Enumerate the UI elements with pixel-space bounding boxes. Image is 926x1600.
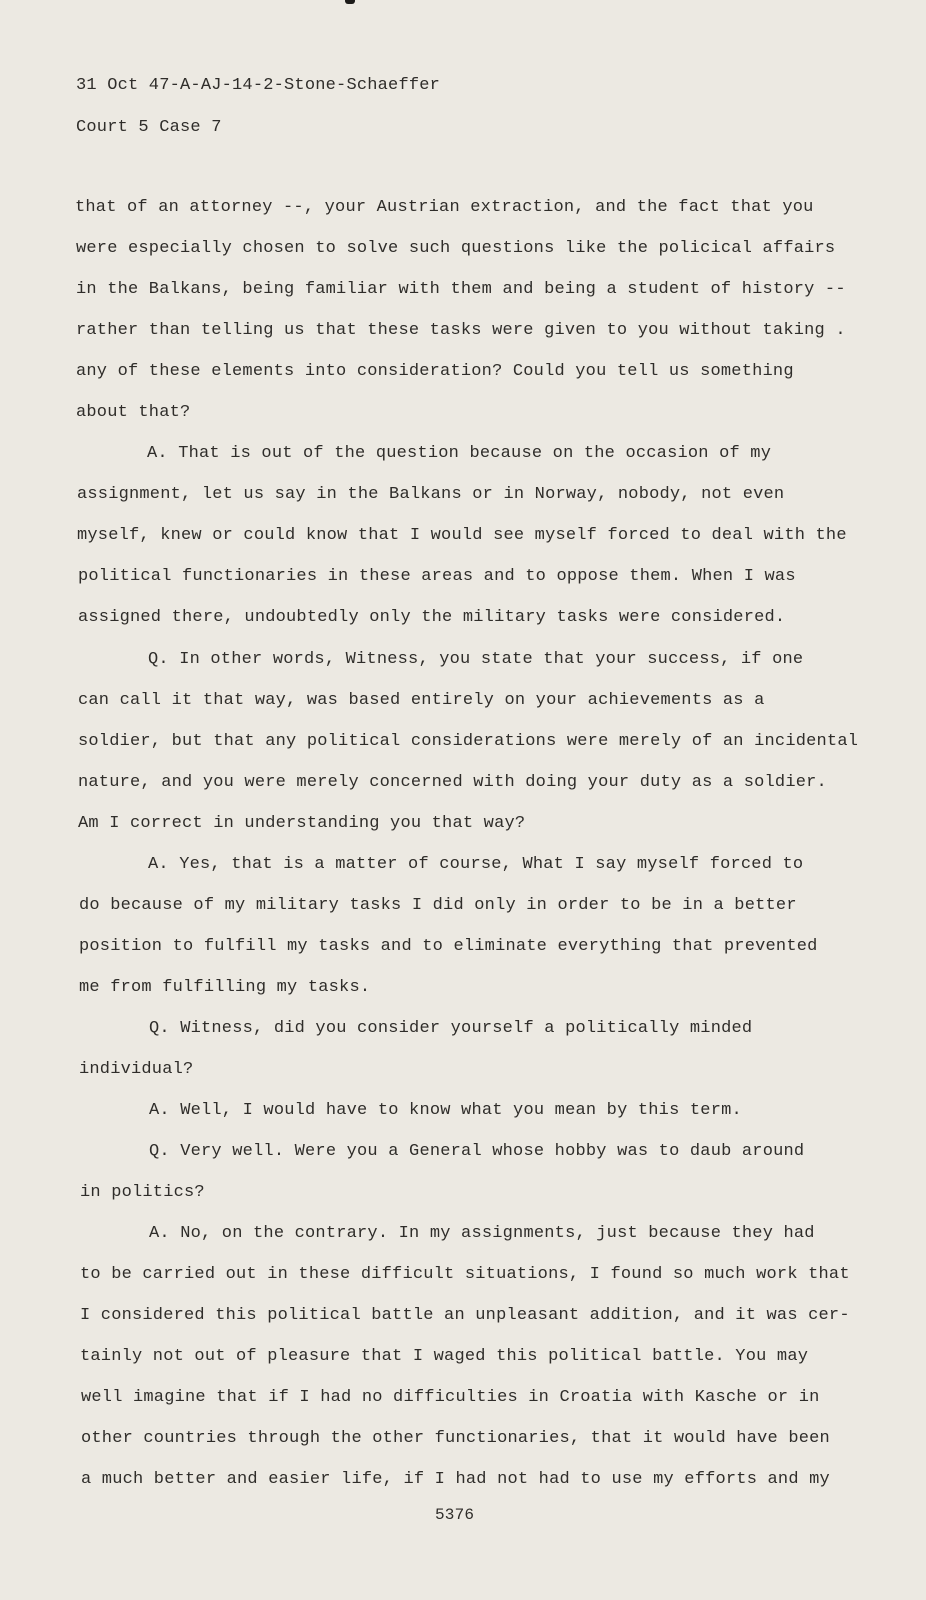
answer-paragraph-start: A. No, on the contrary. In my assignments, just because they had	[149, 1224, 815, 1243]
transcript-line: in the Balkans, being familiar with them and being a student of history --	[76, 280, 846, 299]
transcript-line: position to fulfill my tasks and to eliminate everything that prevented	[79, 937, 818, 956]
transcript-line: me from fulfilling my tasks.	[79, 978, 371, 997]
transcript-line: nature, and you were merely concerned with doing your duty as a soldier.	[78, 773, 827, 792]
transcript-line: soldier, but that any political considerations were merely of an incidental	[78, 732, 859, 751]
transcript-line: assigned there, undoubtedly only the military tasks were considered.	[78, 608, 786, 627]
top-punch-mark	[345, 0, 355, 4]
question-paragraph-start: Q. In other words, Witness, you state that your success, if one	[148, 650, 804, 669]
transcript-line: any of these elements into consideration? Could you tell us something	[76, 362, 794, 381]
transcript-line: to be carried out in these difficult situations, I found so much work that	[80, 1265, 850, 1284]
transcript-line: well imagine that if I had no difficulties in Croatia with Kasche or in	[81, 1388, 820, 1407]
transcript-line: other countries through the other functionaries, that it would have been	[81, 1429, 830, 1448]
question-paragraph-start: Q. Very well. Were you a General whose hobby was to daub around	[149, 1142, 805, 1161]
transcript-line: assignment, let us say in the Balkans or in Norway, nobody, not even	[77, 485, 785, 504]
answer-paragraph-start: A. That is out of the question because on the occasion of my	[147, 444, 772, 463]
question-paragraph-start: Q. Witness, did you consider yourself a politically minded	[149, 1019, 753, 1038]
transcript-line: individual?	[79, 1060, 194, 1079]
transcript-line: that of an attorney --, your Austrian extraction, and the fact that you	[75, 198, 814, 217]
transcript-line: do because of my military tasks I did only in order to be in a better	[79, 896, 797, 915]
court-case-label: Court 5 Case 7	[76, 118, 222, 137]
transcript-line: political functionaries in these areas and to oppose them. When I was	[78, 567, 796, 586]
transcript-line: tainly not out of pleasure that I waged this political battle. You may	[80, 1347, 809, 1366]
transcript-line: in politics?	[80, 1183, 205, 1202]
transcript-line: I considered this political battle an unpleasant addition, and it was cer-	[80, 1306, 850, 1325]
transcript-line: rather than telling us that these tasks were given to you without taking .	[76, 321, 846, 340]
page-number: 5376	[435, 1506, 475, 1524]
transcript-line: myself, knew or could know that I would see myself forced to deal with the	[77, 526, 847, 545]
transcript-line: about that?	[76, 403, 191, 422]
transcript-line: Am I correct in understanding you that way?	[78, 814, 526, 833]
transcript-line: can call it that way, was based entirely on your achievements as a	[78, 691, 765, 710]
answer-paragraph-start: A. Well, I would have to know what you mean by this term.	[149, 1101, 742, 1120]
transcript-line: were especially chosen to solve such questions like the policical affairs	[76, 239, 836, 258]
document-reference: 31 Oct 47-A-AJ-14-2-Stone-Schaeffer	[76, 76, 441, 95]
transcript-line: a much better and easier life, if I had not had to use my efforts and my	[81, 1470, 830, 1489]
answer-paragraph-start: A. Yes, that is a matter of course, What I say myself forced to	[148, 855, 804, 874]
